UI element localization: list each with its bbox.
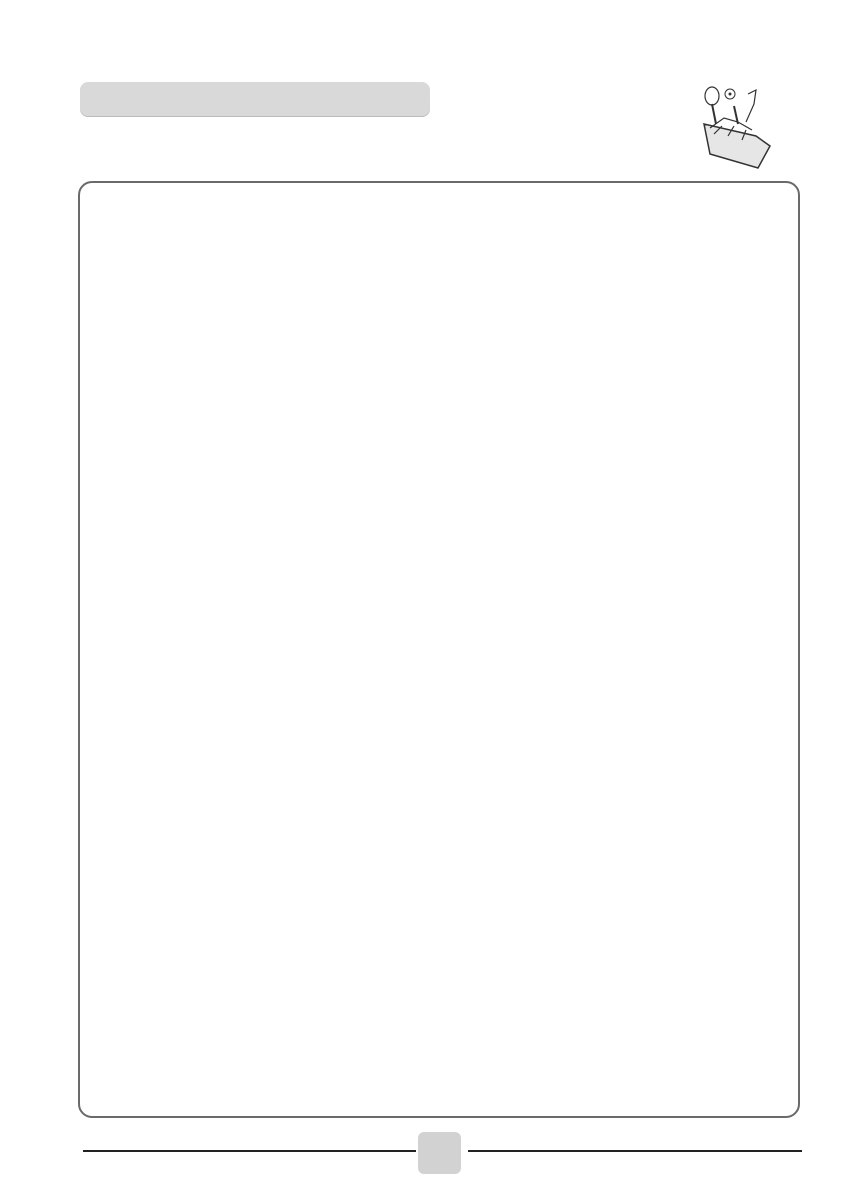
page-number-tab [418, 1132, 461, 1174]
footer-rule-left [83, 1150, 416, 1152]
footer-rule-right [468, 1150, 802, 1152]
